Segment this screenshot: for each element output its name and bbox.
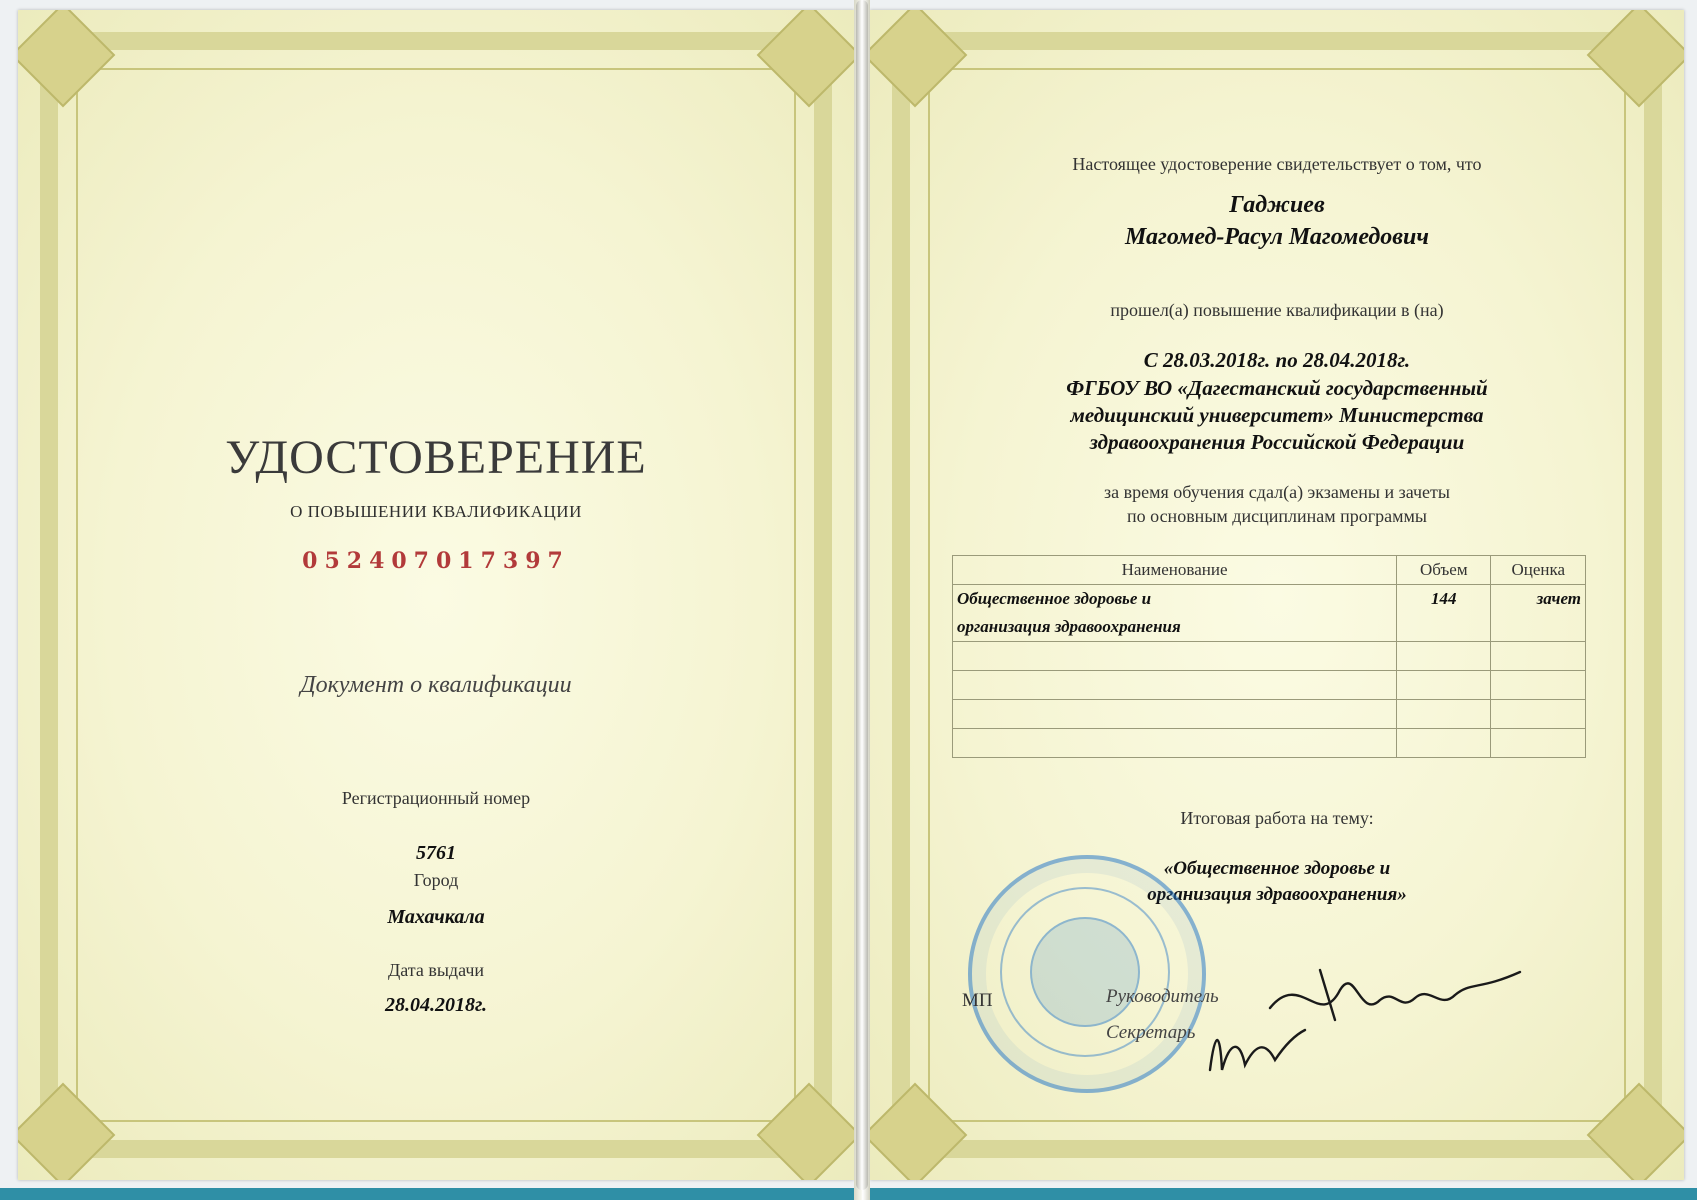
official-stamp	[968, 855, 1206, 1093]
right-page	[870, 10, 1684, 1180]
city-label: Город	[413, 870, 459, 890]
serial-number: 052407017397	[302, 548, 570, 574]
corner-ornament	[1587, 10, 1684, 107]
subject-grade	[1491, 729, 1586, 758]
corner-ornament	[1587, 1083, 1684, 1180]
study-period: С 28.03.2018г. по 28.04.2018г.	[1143, 348, 1411, 372]
corner-ornament	[757, 1083, 854, 1180]
corner-ornament	[870, 10, 967, 107]
column-header-name: Наименование	[953, 556, 1397, 585]
subject-name	[953, 642, 1397, 671]
corner-ornament	[18, 1083, 115, 1180]
column-header-grade: Оценка	[1491, 556, 1586, 585]
table-row	[953, 585, 1586, 614]
table-row	[953, 729, 1586, 758]
subject-volume: 144	[1397, 585, 1491, 614]
head-label: Руководитель	[1106, 986, 1219, 1007]
issue-date-label: Дата выдачи	[387, 960, 485, 980]
table-row	[953, 700, 1586, 729]
subject-volume	[1397, 671, 1491, 700]
cover-edge	[0, 1188, 1697, 1200]
corner-ornament	[18, 10, 115, 107]
subject-grade	[1491, 613, 1586, 642]
ornamental-border	[40, 32, 832, 1158]
subject-volume	[1397, 700, 1491, 729]
institution-line: здравоохранения Российской Федерации	[1089, 430, 1465, 454]
subject-volume	[1397, 729, 1491, 758]
subject-name	[953, 700, 1397, 729]
exams-text: по основным дисциплинам программы	[1126, 506, 1427, 526]
document-type: Документ о квалификации	[300, 672, 572, 698]
corner-ornament	[870, 1083, 967, 1180]
holder-surname: Гаджиев	[1229, 192, 1325, 218]
issue-date: 28.04.2018г.	[384, 994, 488, 1016]
stamp-placeholder-label: МП	[962, 990, 993, 1011]
certificate-subtitle: О ПОВЫШЕНИИ КВАЛИФИКАЦИИ	[290, 502, 582, 521]
subject-name: организация здравоохранения	[953, 613, 1397, 642]
passed-text: прошел(а) повышение квалификации в (на)	[1110, 300, 1444, 320]
corner-ornament	[757, 10, 854, 107]
subject-grade	[1491, 642, 1586, 671]
table-row	[953, 671, 1586, 700]
table-row	[953, 613, 1586, 642]
subject-grade	[1491, 700, 1586, 729]
exams-text: за время обучения сдал(а) экзамены и зачеты	[1103, 482, 1451, 502]
table-header-row	[953, 556, 1586, 585]
certificate-title: УДОСТОВЕРЕНИЕ	[225, 431, 647, 484]
coat-of-arms-emblem	[1030, 917, 1140, 1027]
intro-text: Настоящее удостоверение свидетельствует о том, что	[1072, 154, 1482, 174]
city: Махачкала	[387, 906, 485, 928]
subject-volume	[1397, 642, 1491, 671]
bookmark-ribbon	[856, 0, 868, 1190]
holder-given-names: Магомед-Расул Магомедович	[1125, 224, 1429, 250]
final-work-label: Итоговая работа на тему:	[1180, 808, 1374, 828]
subject-name	[953, 729, 1397, 758]
secretary-label: Секретарь	[1106, 1022, 1196, 1043]
subject-name: Общественное здоровье и	[953, 585, 1397, 614]
institution-line: медицинский университет» Министерства	[1070, 403, 1484, 427]
final-work-title: «Общественное здоровье и	[1163, 858, 1391, 879]
subject-name	[953, 671, 1397, 700]
subject-grade: зачет	[1491, 585, 1586, 614]
secretary-signature	[1200, 1010, 1310, 1090]
registration-number-label: Регистрационный номер	[341, 788, 531, 808]
final-work-title: организация здравоохранения»	[1147, 884, 1407, 905]
column-header-volume: Объем	[1397, 556, 1491, 585]
subjects-table	[952, 555, 1586, 758]
table-row	[953, 642, 1586, 671]
institution-line: ФГБОУ ВО «Дагестанский государственный	[1066, 376, 1488, 400]
registration-number: 5761	[416, 842, 456, 864]
left-page	[18, 10, 854, 1180]
subject-volume	[1397, 613, 1491, 642]
subject-grade	[1491, 671, 1586, 700]
